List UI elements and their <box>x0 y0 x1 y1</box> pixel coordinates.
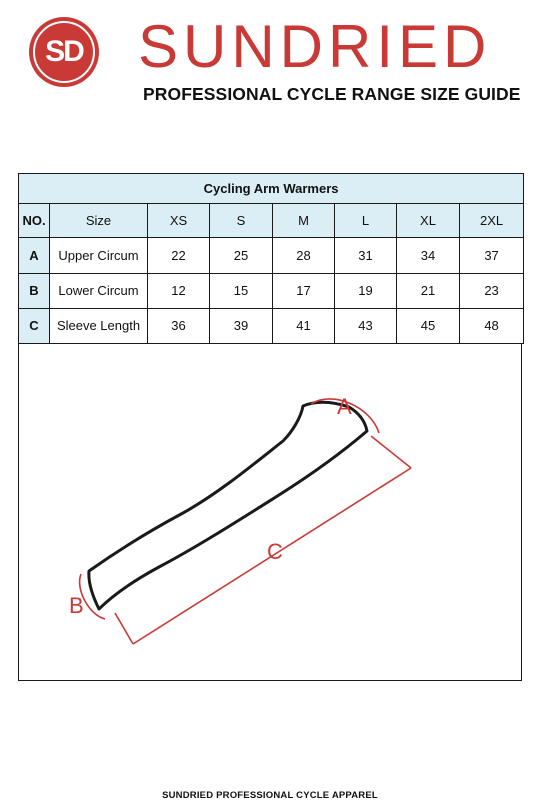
table-cell: 34 <box>397 238 460 273</box>
table-cell: 45 <box>397 308 460 343</box>
table-cell: 41 <box>273 308 335 343</box>
table-cell: 31 <box>335 238 397 273</box>
table-cell: 25 <box>210 238 273 273</box>
row-id: B <box>19 273 50 308</box>
arm-warmer-diagram <box>19 343 523 681</box>
row-label: Lower Circum <box>50 273 148 308</box>
logo-monogram: SD <box>45 35 83 68</box>
table-cell: 19 <box>335 273 397 308</box>
arm-warmer-outline <box>89 402 367 609</box>
header-size-s: S <box>210 204 273 238</box>
table-row <box>19 273 524 308</box>
table-cell: 17 <box>273 273 335 308</box>
label-a: A <box>337 394 352 419</box>
header-size-m: M <box>273 204 335 238</box>
table-cell: 15 <box>210 273 273 308</box>
row-id: A <box>19 238 50 273</box>
header-size-l: L <box>335 204 397 238</box>
diagram-panel <box>18 343 522 681</box>
table-cell: 12 <box>148 273 210 308</box>
header-size: Size <box>50 204 148 238</box>
table-row <box>19 238 524 273</box>
table-cell: 48 <box>460 308 524 343</box>
footer-text: SUNDRIED PROFESSIONAL CYCLE APPAREL <box>162 790 378 801</box>
table-row <box>19 308 524 343</box>
length-dimension-line <box>115 613 133 644</box>
row-id: C <box>19 308 50 343</box>
table-cell: 39 <box>210 308 273 343</box>
length-dimension-line <box>371 436 411 468</box>
row-label: Upper Circum <box>50 238 148 273</box>
label-b: B <box>69 593 84 618</box>
page-title: PROFESSIONAL CYCLE RANGE SIZE GUIDE <box>143 84 521 104</box>
label-c: C <box>267 539 283 564</box>
table-cell: 22 <box>148 238 210 273</box>
size-table <box>18 173 524 344</box>
table-cell: 36 <box>148 308 210 343</box>
header-size-xl: XL <box>397 204 460 238</box>
header-no: NO. <box>19 204 50 238</box>
row-label: Sleeve Length <box>50 308 148 343</box>
table-cell: 37 <box>460 238 524 273</box>
table-title: Cycling Arm Warmers <box>19 174 524 204</box>
table-cell: 23 <box>460 273 524 308</box>
header-size-xs: XS <box>148 204 210 238</box>
table-cell: 28 <box>273 238 335 273</box>
table-cell: 43 <box>335 308 397 343</box>
brand-wordmark: SUNDRIED <box>138 13 492 80</box>
brand-logo <box>29 17 99 87</box>
header-size-2xl: 2XL <box>460 204 524 238</box>
table-cell: 21 <box>397 273 460 308</box>
